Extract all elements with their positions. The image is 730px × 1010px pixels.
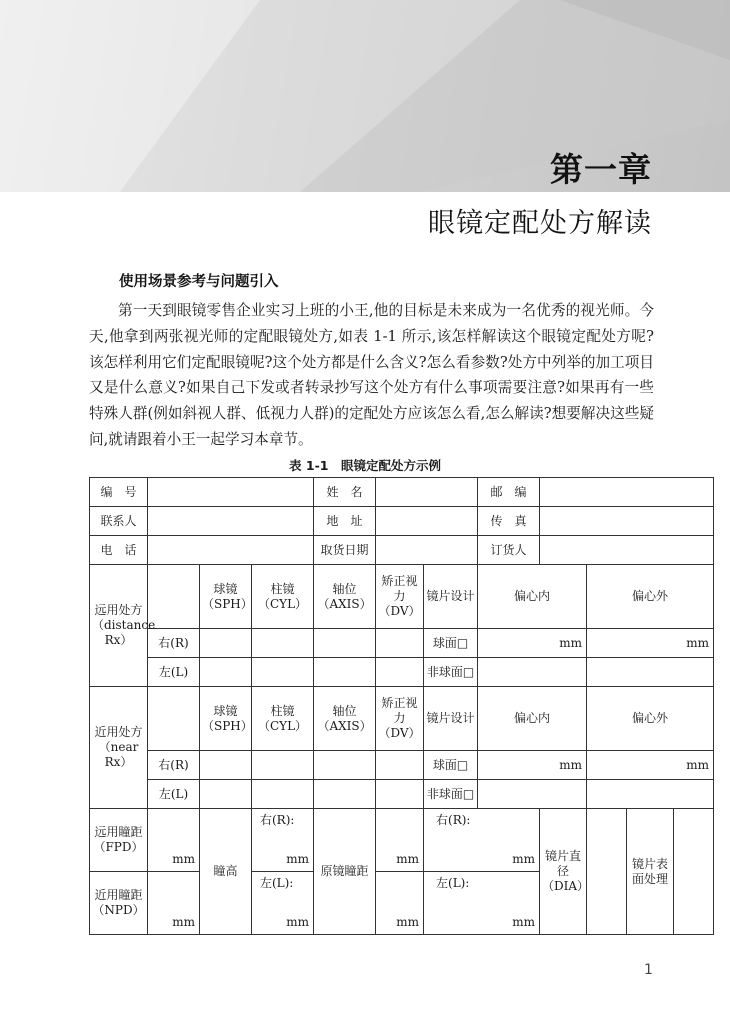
fax-value — [540, 507, 714, 536]
pupil-height-right-unit: mm — [286, 852, 310, 866]
lens-left — [424, 872, 540, 935]
lens-left-label: 左(L): — [436, 876, 470, 890]
lens-diameter-value — [587, 809, 627, 935]
phone-label: 电 话 — [90, 536, 148, 565]
table-row — [90, 565, 714, 629]
pupil-height-left-label: 左(L): — [260, 876, 294, 890]
pickup-date-label: 取货日期 — [314, 536, 376, 565]
aspherical-checkbox[interactable]: 非球面□ — [424, 780, 478, 809]
table-row — [90, 507, 714, 536]
sph-header: 球镜（SPH） — [200, 565, 252, 629]
left-eye-label: 左(L) — [148, 780, 200, 809]
decenter-in-header: 偏心内 — [478, 565, 587, 629]
dv-header: 矫正视力（DV） — [376, 565, 424, 629]
dv-header: 矫正视力（DV） — [376, 687, 424, 751]
address-label: 地 址 — [314, 507, 376, 536]
left-eye-label: 左(L) — [148, 658, 200, 687]
decenter-out-unit: mm — [587, 751, 714, 780]
axis-header: 轴位（AXIS） — [314, 687, 376, 751]
lens-surface-value — [674, 809, 714, 935]
table-row — [90, 629, 714, 658]
postcode-value — [540, 478, 714, 507]
decenter-in-unit: mm — [478, 751, 587, 780]
intro-paragraph: 第一天到眼镜零售企业实习上班的小王,他的目标是未来成为一名优秀的视光师。今天,他拿到两张视光师的定配眼镜处方,如表 1-1 所示,该怎样解读这个眼镜定配处方呢?该怎样利用它们定配眼镜呢?这个处方都是什么含义?怎么看参数?处方中列举的加工项目又是什么意义?如果自己下发或者转录抄写这个处方有什么事项需要注意?如果再有一些特殊人群(例如斜视人群、低视力人群)的定配处方应该怎么看,怎么解读?想要解决这些疑问,就请跟着小王一起学习本章节。 — [89, 302, 654, 448]
contact-value — [148, 507, 314, 536]
vertex-right-unit: mm — [376, 809, 424, 872]
table-row — [90, 780, 714, 809]
lens-left-unit: mm — [512, 915, 536, 929]
table-row — [90, 809, 714, 872]
lens-right — [424, 809, 540, 872]
chapter-title: 第一章 — [550, 150, 652, 189]
contact-label: 联系人 — [90, 507, 148, 536]
cyl-header: 柱镜（CYL） — [252, 687, 314, 751]
spherical-checkbox[interactable]: 球面□ — [424, 629, 478, 658]
decenter-in-unit: mm — [478, 629, 587, 658]
lens-design-header: 镜片设计 — [424, 687, 478, 751]
page-title: 眼镜定配处方解读 — [428, 208, 652, 239]
decenter-out-unit: mm — [587, 629, 714, 658]
empty-cell — [148, 565, 200, 629]
orderer-value — [540, 536, 714, 565]
chapter-banner — [0, 0, 730, 192]
fpd-label: 远用瞳距（FPD） — [90, 809, 148, 872]
name-label: 姓 名 — [314, 478, 376, 507]
table-row — [90, 658, 714, 687]
prescription-table — [89, 477, 714, 935]
fax-label: 传 真 — [478, 507, 540, 536]
axis-header: 轴位（AXIS） — [314, 565, 376, 629]
distance-rx-label: 远用处方（distance Rx） — [90, 565, 148, 687]
lens-right-unit: mm — [512, 852, 536, 866]
decenter-out-header: 偏心外 — [587, 687, 714, 751]
postcode-label: 邮 编 — [478, 478, 540, 507]
name-value — [376, 478, 478, 507]
table-caption: 表 1-1 眼镜定配处方示例 — [289, 458, 441, 473]
table-row — [90, 687, 714, 751]
table-row — [90, 478, 714, 507]
lens-diameter-label: 镜片直径（DIA） — [540, 809, 587, 935]
pupil-height-label: 瞳高 — [200, 809, 252, 935]
pupil-height-right-label: 右(R): — [260, 813, 295, 827]
vertex-distance-label: 原镜瞳距 — [314, 809, 376, 935]
aspherical-checkbox[interactable]: 非球面□ — [424, 658, 478, 687]
near-rx-label: 近用处方（near Rx） — [90, 687, 148, 809]
orderer-label: 订货人 — [478, 536, 540, 565]
lens-surface-label: 镜片表面处理 — [627, 809, 674, 935]
phone-value — [148, 536, 314, 565]
page-number: 1 — [644, 962, 653, 978]
pupil-height-right — [252, 809, 314, 872]
right-eye-label: 右(R) — [148, 751, 200, 780]
table-row — [90, 536, 714, 565]
serial-label: 编 号 — [90, 478, 148, 507]
section-heading: 使用场景参考与问题引入 — [119, 274, 279, 290]
pupil-height-left-unit: mm — [286, 915, 310, 929]
pickup-date-value — [376, 536, 478, 565]
address-value — [376, 507, 478, 536]
sph-header: 球镜（SPH） — [200, 687, 252, 751]
fpd-unit: mm — [148, 809, 200, 872]
table-row — [90, 751, 714, 780]
empty-cell — [148, 687, 200, 751]
vertex-left-unit: mm — [376, 872, 424, 935]
npd-label: 近用瞳距（NPD） — [90, 872, 148, 935]
cyl-header: 柱镜（CYL） — [252, 565, 314, 629]
serial-value — [148, 478, 314, 507]
npd-unit: mm — [148, 872, 200, 935]
spherical-checkbox[interactable]: 球面□ — [424, 751, 478, 780]
decenter-out-header: 偏心外 — [587, 565, 714, 629]
lens-design-header: 镜片设计 — [424, 565, 478, 629]
decenter-in-header: 偏心内 — [478, 687, 587, 751]
lens-right-label: 右(R): — [436, 813, 471, 827]
right-eye-label: 右(R) — [148, 629, 200, 658]
pupil-height-left — [252, 872, 314, 935]
